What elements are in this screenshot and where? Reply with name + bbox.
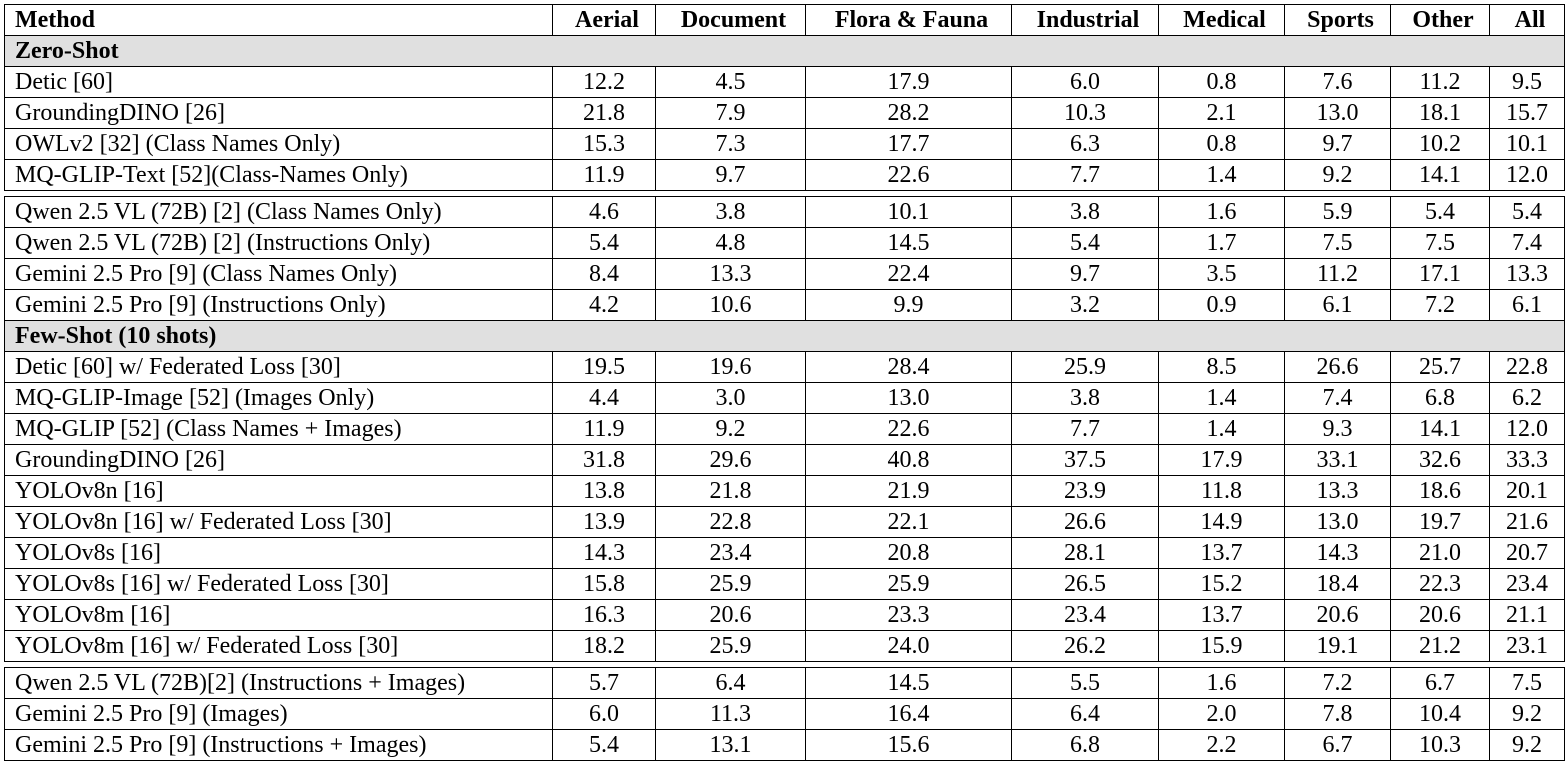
score-cell: 10.1 <box>806 197 1012 228</box>
score-cell: 5.4 <box>553 228 656 259</box>
score-cell: 19.6 <box>656 352 806 383</box>
method-cell: Gemini 2.5 Pro [9] (Class Names Only) <box>5 259 553 290</box>
score-cell: 23.1 <box>1490 631 1565 662</box>
method-cell: YOLOv8s [16] w/ Federated Loss [30] <box>5 569 553 600</box>
section-title: Few-Shot (10 shots) <box>5 321 1565 352</box>
score-cell: 5.4 <box>553 730 656 761</box>
score-cell: 10.3 <box>1012 98 1159 129</box>
table-row <box>5 538 1565 569</box>
score-cell: 9.2 <box>1490 730 1565 761</box>
score-cell: 1.4 <box>1159 160 1285 191</box>
table-row <box>5 730 1565 761</box>
score-cell: 15.7 <box>1490 98 1565 129</box>
table-row <box>5 507 1565 538</box>
score-cell: 9.7 <box>656 160 806 191</box>
score-cell: 13.7 <box>1159 538 1285 569</box>
score-cell: 40.8 <box>806 445 1012 476</box>
table-body <box>5 36 1565 761</box>
score-cell: 22.1 <box>806 507 1012 538</box>
score-cell: 6.2 <box>1490 383 1565 414</box>
score-cell: 9.2 <box>1490 699 1565 730</box>
score-cell: 5.9 <box>1285 197 1391 228</box>
column-header-all: All <box>1490 5 1565 36</box>
score-cell: 12.2 <box>553 67 656 98</box>
score-cell: 22.3 <box>1391 569 1490 600</box>
score-cell: 10.4 <box>1391 699 1490 730</box>
score-cell: 2.0 <box>1159 699 1285 730</box>
method-cell: YOLOv8m [16] w/ Federated Loss [30] <box>5 631 553 662</box>
score-cell: 13.1 <box>656 730 806 761</box>
column-header-other: Other <box>1391 5 1490 36</box>
score-cell: 17.9 <box>1159 445 1285 476</box>
table-row <box>5 699 1565 730</box>
score-cell: 25.9 <box>1012 352 1159 383</box>
score-cell: 9.7 <box>1012 259 1159 290</box>
score-cell: 33.3 <box>1490 445 1565 476</box>
column-header-document: Document <box>656 5 806 36</box>
score-cell: 4.6 <box>553 197 656 228</box>
method-cell: MQ-GLIP-Text [52](Class-Names Only) <box>5 160 553 191</box>
score-cell: 22.6 <box>806 414 1012 445</box>
table-row <box>5 290 1565 321</box>
score-cell: 13.0 <box>1285 507 1391 538</box>
method-cell: Gemini 2.5 Pro [9] (Instructions Only) <box>5 290 553 321</box>
score-cell: 10.3 <box>1391 730 1490 761</box>
method-cell: Gemini 2.5 Pro [9] (Images) <box>5 699 553 730</box>
score-cell: 14.5 <box>806 668 1012 699</box>
method-cell: Qwen 2.5 VL (72B) [2] (Instructions Only) <box>5 228 553 259</box>
score-cell: 6.0 <box>1012 67 1159 98</box>
score-cell: 4.5 <box>656 67 806 98</box>
score-cell: 16.4 <box>806 699 1012 730</box>
score-cell: 11.2 <box>1285 259 1391 290</box>
score-cell: 14.1 <box>1391 160 1490 191</box>
score-cell: 13.0 <box>806 383 1012 414</box>
score-cell: 23.3 <box>806 600 1012 631</box>
score-cell: 3.8 <box>1012 383 1159 414</box>
method-cell: Qwen 2.5 VL (72B) [2] (Class Names Only) <box>5 197 553 228</box>
score-cell: 9.2 <box>656 414 806 445</box>
score-cell: 0.8 <box>1159 67 1285 98</box>
score-cell: 1.4 <box>1159 383 1285 414</box>
score-cell: 3.5 <box>1159 259 1285 290</box>
score-cell: 17.7 <box>806 129 1012 160</box>
score-cell: 25.9 <box>806 569 1012 600</box>
score-cell: 25.7 <box>1391 352 1490 383</box>
column-header-medical: Medical <box>1159 5 1285 36</box>
score-cell: 7.5 <box>1391 228 1490 259</box>
method-cell: GroundingDINO [26] <box>5 98 553 129</box>
score-cell: 3.8 <box>656 197 806 228</box>
score-cell: 29.6 <box>656 445 806 476</box>
score-cell: 4.8 <box>656 228 806 259</box>
score-cell: 0.8 <box>1159 129 1285 160</box>
score-cell: 6.0 <box>553 699 656 730</box>
method-cell: Qwen 2.5 VL (72B)[2] (Instructions + Images) <box>5 668 553 699</box>
method-cell: Gemini 2.5 Pro [9] (Instructions + Images) <box>5 730 553 761</box>
score-cell: 6.4 <box>1012 699 1159 730</box>
table-row <box>5 259 1565 290</box>
score-cell: 0.9 <box>1159 290 1285 321</box>
column-header-flora-fauna: Flora & Fauna <box>806 5 1012 36</box>
score-cell: 7.5 <box>1490 668 1565 699</box>
score-cell: 21.2 <box>1391 631 1490 662</box>
score-cell: 14.1 <box>1391 414 1490 445</box>
score-cell: 28.2 <box>806 98 1012 129</box>
score-cell: 8.5 <box>1159 352 1285 383</box>
score-cell: 6.7 <box>1285 730 1391 761</box>
score-cell: 1.6 <box>1159 668 1285 699</box>
column-header-method: Method <box>5 5 553 36</box>
score-cell: 12.0 <box>1490 414 1565 445</box>
score-cell: 23.9 <box>1012 476 1159 507</box>
score-cell: 26.6 <box>1012 507 1159 538</box>
table-row <box>5 668 1565 699</box>
table-row <box>5 600 1565 631</box>
method-cell: YOLOv8n [16] w/ Federated Loss [30] <box>5 507 553 538</box>
score-cell: 14.3 <box>553 538 656 569</box>
score-cell: 3.2 <box>1012 290 1159 321</box>
score-cell: 5.4 <box>1490 197 1565 228</box>
section-header-row <box>5 36 1565 67</box>
score-cell: 26.5 <box>1012 569 1159 600</box>
score-cell: 5.4 <box>1012 228 1159 259</box>
table-row <box>5 197 1565 228</box>
score-cell: 20.6 <box>656 600 806 631</box>
score-cell: 19.7 <box>1391 507 1490 538</box>
column-header-aerial: Aerial <box>553 5 656 36</box>
score-cell: 7.3 <box>656 129 806 160</box>
score-cell: 28.1 <box>1012 538 1159 569</box>
table-row <box>5 476 1565 507</box>
score-cell: 4.4 <box>553 383 656 414</box>
score-cell: 3.8 <box>1012 197 1159 228</box>
method-cell: MQ-GLIP [52] (Class Names + Images) <box>5 414 553 445</box>
score-cell: 18.1 <box>1391 98 1490 129</box>
score-cell: 9.5 <box>1490 67 1565 98</box>
score-cell: 20.6 <box>1285 600 1391 631</box>
score-cell: 32.6 <box>1391 445 1490 476</box>
score-cell: 20.7 <box>1490 538 1565 569</box>
score-cell: 37.5 <box>1012 445 1159 476</box>
score-cell: 17.9 <box>806 67 1012 98</box>
score-cell: 13.9 <box>553 507 656 538</box>
score-cell: 6.1 <box>1490 290 1565 321</box>
score-cell: 22.6 <box>806 160 1012 191</box>
score-cell: 6.4 <box>656 668 806 699</box>
score-cell: 15.3 <box>553 129 656 160</box>
score-cell: 16.3 <box>553 600 656 631</box>
score-cell: 28.4 <box>806 352 1012 383</box>
score-cell: 5.4 <box>1391 197 1490 228</box>
score-cell: 7.8 <box>1285 699 1391 730</box>
score-cell: 5.5 <box>1012 668 1159 699</box>
score-cell: 21.6 <box>1490 507 1565 538</box>
score-cell: 15.6 <box>806 730 1012 761</box>
score-cell: 9.2 <box>1285 160 1391 191</box>
score-cell: 15.2 <box>1159 569 1285 600</box>
table-row <box>5 160 1565 191</box>
score-cell: 7.6 <box>1285 67 1391 98</box>
score-cell: 13.0 <box>1285 98 1391 129</box>
table-row <box>5 383 1565 414</box>
score-cell: 22.8 <box>656 507 806 538</box>
score-cell: 18.6 <box>1391 476 1490 507</box>
score-cell: 18.4 <box>1285 569 1391 600</box>
score-cell: 3.0 <box>656 383 806 414</box>
score-cell: 5.7 <box>553 668 656 699</box>
score-cell: 9.9 <box>806 290 1012 321</box>
score-cell: 7.4 <box>1490 228 1565 259</box>
method-cell: GroundingDINO [26] <box>5 445 553 476</box>
section-header-row <box>5 321 1565 352</box>
results-table <box>4 4 1565 761</box>
score-cell: 15.8 <box>553 569 656 600</box>
score-cell: 11.8 <box>1159 476 1285 507</box>
score-cell: 22.8 <box>1490 352 1565 383</box>
score-cell: 13.3 <box>1285 476 1391 507</box>
score-cell: 13.3 <box>1490 259 1565 290</box>
score-cell: 7.2 <box>1391 290 1490 321</box>
table-row <box>5 98 1565 129</box>
table-row <box>5 352 1565 383</box>
score-cell: 6.1 <box>1285 290 1391 321</box>
score-cell: 11.3 <box>656 699 806 730</box>
score-cell: 23.4 <box>656 538 806 569</box>
score-cell: 21.8 <box>656 476 806 507</box>
score-cell: 2.1 <box>1159 98 1285 129</box>
score-cell: 12.0 <box>1490 160 1565 191</box>
table-row <box>5 445 1565 476</box>
score-cell: 20.1 <box>1490 476 1565 507</box>
method-cell: YOLOv8s [16] <box>5 538 553 569</box>
score-cell: 7.2 <box>1285 668 1391 699</box>
score-cell: 1.6 <box>1159 197 1285 228</box>
score-cell: 14.3 <box>1285 538 1391 569</box>
score-cell: 6.3 <box>1012 129 1159 160</box>
score-cell: 11.2 <box>1391 67 1490 98</box>
score-cell: 10.6 <box>656 290 806 321</box>
score-cell: 6.8 <box>1391 383 1490 414</box>
score-cell: 21.9 <box>806 476 1012 507</box>
score-cell: 8.4 <box>553 259 656 290</box>
score-cell: 7.7 <box>1012 414 1159 445</box>
section-title: Zero-Shot <box>5 36 1565 67</box>
score-cell: 7.7 <box>1012 160 1159 191</box>
score-cell: 11.9 <box>553 160 656 191</box>
score-cell: 20.8 <box>806 538 1012 569</box>
table-row <box>5 631 1565 662</box>
score-cell: 20.6 <box>1391 600 1490 631</box>
column-header-industrial: Industrial <box>1012 5 1159 36</box>
score-cell: 17.1 <box>1391 259 1490 290</box>
method-cell: Detic [60] w/ Federated Loss [30] <box>5 352 553 383</box>
score-cell: 31.8 <box>553 445 656 476</box>
score-cell: 18.2 <box>553 631 656 662</box>
score-cell: 19.1 <box>1285 631 1391 662</box>
score-cell: 24.0 <box>806 631 1012 662</box>
score-cell: 7.9 <box>656 98 806 129</box>
score-cell: 10.1 <box>1490 129 1565 160</box>
method-cell: MQ-GLIP-Image [52] (Images Only) <box>5 383 553 414</box>
score-cell: 14.9 <box>1159 507 1285 538</box>
score-cell: 9.3 <box>1285 414 1391 445</box>
method-cell: YOLOv8m [16] <box>5 600 553 631</box>
column-header-sports: Sports <box>1285 5 1391 36</box>
table-row <box>5 569 1565 600</box>
table-row <box>5 67 1565 98</box>
score-cell: 21.1 <box>1490 600 1565 631</box>
score-cell: 22.4 <box>806 259 1012 290</box>
table-row <box>5 129 1565 160</box>
score-cell: 7.4 <box>1285 383 1391 414</box>
score-cell: 6.8 <box>1012 730 1159 761</box>
score-cell: 2.2 <box>1159 730 1285 761</box>
method-cell: Detic [60] <box>5 67 553 98</box>
method-cell: OWLv2 [32] (Class Names Only) <box>5 129 553 160</box>
score-cell: 1.7 <box>1159 228 1285 259</box>
header-row <box>5 5 1565 36</box>
score-cell: 15.9 <box>1159 631 1285 662</box>
score-cell: 13.3 <box>656 259 806 290</box>
method-cell: YOLOv8n [16] <box>5 476 553 507</box>
score-cell: 6.7 <box>1391 668 1490 699</box>
score-cell: 23.4 <box>1012 600 1159 631</box>
score-cell: 10.2 <box>1391 129 1490 160</box>
score-cell: 25.9 <box>656 631 806 662</box>
score-cell: 14.5 <box>806 228 1012 259</box>
score-cell: 25.9 <box>656 569 806 600</box>
score-cell: 33.1 <box>1285 445 1391 476</box>
score-cell: 21.0 <box>1391 538 1490 569</box>
score-cell: 7.5 <box>1285 228 1391 259</box>
table-row <box>5 414 1565 445</box>
score-cell: 26.6 <box>1285 352 1391 383</box>
score-cell: 23.4 <box>1490 569 1565 600</box>
score-cell: 4.2 <box>553 290 656 321</box>
score-cell: 1.4 <box>1159 414 1285 445</box>
score-cell: 11.9 <box>553 414 656 445</box>
score-cell: 26.2 <box>1012 631 1159 662</box>
score-cell: 13.7 <box>1159 600 1285 631</box>
score-cell: 13.8 <box>553 476 656 507</box>
score-cell: 19.5 <box>553 352 656 383</box>
score-cell: 21.8 <box>553 98 656 129</box>
score-cell: 9.7 <box>1285 129 1391 160</box>
table-row <box>5 228 1565 259</box>
